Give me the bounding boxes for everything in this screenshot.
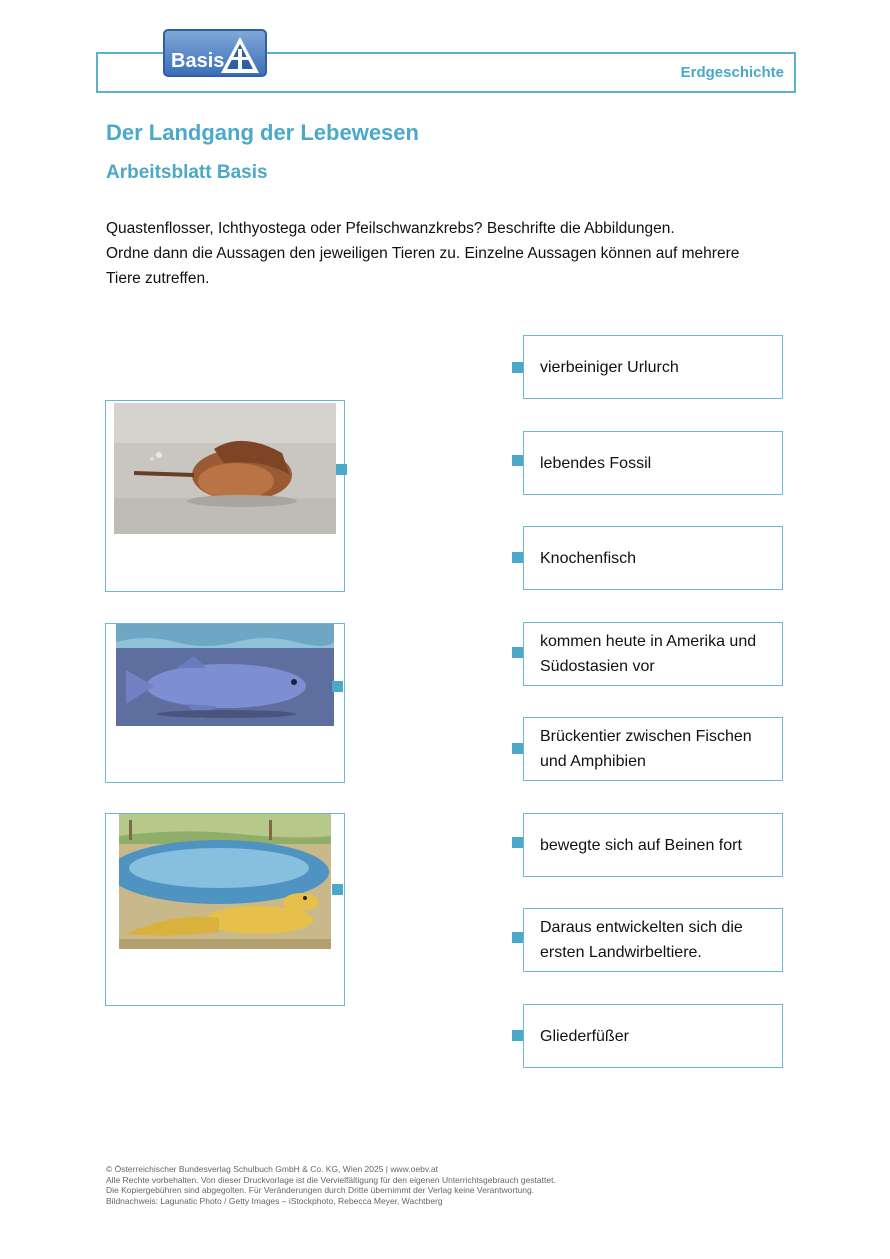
instruction-line-1: Quastenflosser, Ichthyostega oder Pfeilschwanzkrebs? Beschrifte die Abbildungen. xyxy=(106,220,675,237)
statement-box-1[interactable] xyxy=(523,335,783,399)
statement-box-6[interactable] xyxy=(523,813,783,877)
connector-dot-image-3[interactable] xyxy=(332,884,343,895)
statement-text: bewegte sich auf Beinen fort xyxy=(540,836,742,854)
ichthyostega-image xyxy=(119,814,331,949)
image-box-coelacanth[interactable] xyxy=(105,623,345,783)
horseshoe-crab-image xyxy=(114,403,336,534)
statement-text: lebendes Fossil xyxy=(540,454,652,472)
statement-box-2[interactable] xyxy=(523,431,783,495)
connector-dot-statement-1[interactable] xyxy=(512,362,523,373)
coelacanth-image xyxy=(116,624,334,726)
footer-line-1: © Österreichischer Bundesverlag Schulbuch GmbH & Co. KG, Wien 2025 | www.oebv.at xyxy=(106,1164,438,1174)
statement-box-5[interactable] xyxy=(523,717,783,781)
statement-text: kommen heute in Amerika und Südostasien vor xyxy=(540,633,757,675)
connector-dot-statement-2[interactable] xyxy=(512,455,523,466)
statement-box-8[interactable] xyxy=(523,1004,783,1068)
statement-box-3[interactable] xyxy=(523,526,783,590)
connector-dot-image-1[interactable] xyxy=(336,464,347,475)
statement-box-4[interactable] xyxy=(523,622,783,686)
instruction-line-3: Tiere zutreffen. xyxy=(106,270,210,287)
statement-text: Knochenfisch xyxy=(540,549,637,567)
statement-text: Daraus entwickelten sich die ersten Landwirbeltiere. xyxy=(540,919,743,961)
connector-dot-statement-3[interactable] xyxy=(512,552,523,563)
footer-line-4: Bildnachweis: Lagunatic Photo / Getty Images – iStockphoto, Rebecca Meyer, Wachtberg xyxy=(106,1195,443,1206)
page-subtitle: Arbeitsblatt Basis xyxy=(106,162,268,183)
image-box-horseshoe-crab[interactable] xyxy=(105,400,345,592)
instruction-line-2: Ordne dann die Aussagen den jeweiligen Tieren zu. Einzelne Aussagen können auf mehrere xyxy=(106,245,740,262)
statement-text: vierbeiniger Urlurch xyxy=(540,358,679,376)
connector-dot-statement-6[interactable] xyxy=(512,837,523,848)
subject-label: Erdgeschichte xyxy=(680,64,784,81)
connector-dot-statement-8[interactable] xyxy=(512,1030,523,1041)
basis-logo xyxy=(163,29,267,77)
connector-dot-image-2[interactable] xyxy=(332,681,343,692)
statement-box-7[interactable] xyxy=(523,908,783,972)
connector-dot-statement-4[interactable] xyxy=(512,647,523,658)
footer-line-3: Die Kopiergebühren sind abgegolten. Für Veränderungen durch Dritte übernimmt der Verlag keine Verantwortung. xyxy=(106,1185,535,1195)
connector-dot-statement-5[interactable] xyxy=(512,743,523,754)
statement-text: Gliederfüßer xyxy=(540,1027,629,1045)
image-box-ichthyostega[interactable] xyxy=(105,813,345,1006)
page-title: Der Landgang der Lebewesen xyxy=(106,120,419,145)
statement-text: Brückentier zwischen Fischen und Amphibien xyxy=(540,728,752,770)
logo-text: Basis xyxy=(171,50,225,72)
footer-line-2: Alle Rechte vorbehalten. Von dieser Druckvorlage ist die Vervielfältigung für den eigenen Unterrichtsgebrauch gestattet. xyxy=(106,1174,556,1185)
footer xyxy=(106,1164,556,1206)
triangle-logo-icon xyxy=(219,35,261,75)
connector-dot-statement-7[interactable] xyxy=(512,932,523,943)
